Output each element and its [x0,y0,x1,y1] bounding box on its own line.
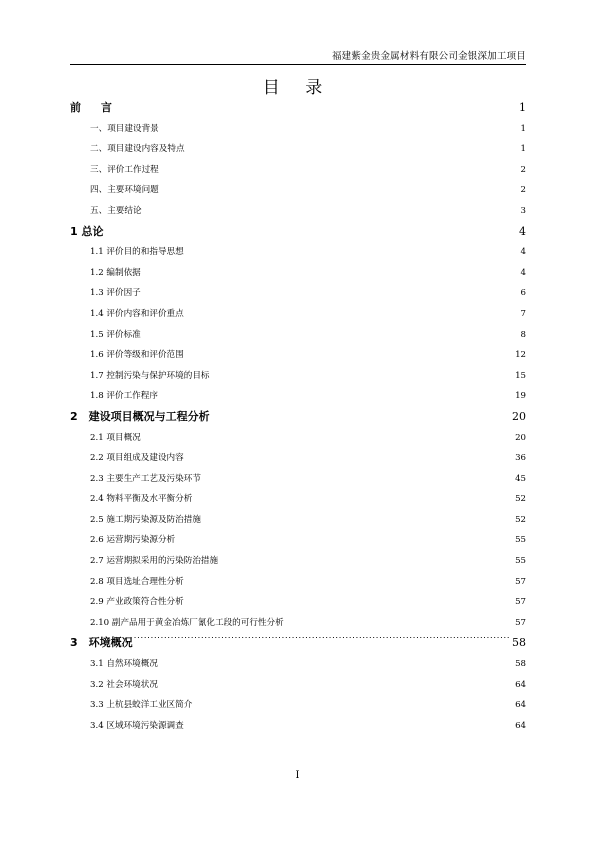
toc-dot-leader [142,433,514,440]
toc-section-entry[interactable] [70,469,526,490]
toc-entry-label: 1.6 评价等级和评价范围 [90,350,184,361]
toc-dot-leader [219,556,514,563]
toc-entry-label: 1.7 控制污染与保护环境的目标 [90,370,210,381]
toc-section-entry[interactable] [70,572,526,593]
toc-dot-leader [211,411,511,420]
toc-entry-page: 2 [520,164,526,175]
toc-dot-leader [193,494,514,501]
toc-section-entry[interactable] [70,530,526,551]
toc-entry-label: 1.3 评价因子 [90,288,141,299]
toc-entry-label: 2.5 施工期污染源及防治措施 [90,514,201,525]
toc-entry-label: 五、主要结论 [90,205,142,216]
toc-dot-leader [160,165,520,172]
toc-entry-page: 57 [515,617,526,628]
toc-entry-page: 64 [515,700,526,711]
toc-entry-page: 58 [515,659,526,670]
toc-dot-leader [186,144,520,151]
page-title: 目 录 [262,78,333,98]
toc-section-entry[interactable] [70,551,526,572]
toc-entry-page: 1 [520,144,526,155]
toc-entry-label: 2.10 副产品用于黄金冶炼厂氰化工段的可行性分析 [90,617,284,628]
toc-entry-label: 1.2 编制依据 [90,267,141,278]
toc-dot-leader [202,474,514,481]
toc-entry-page: 57 [515,576,526,587]
toc-dot-leader [160,124,520,131]
toc-entry-label: 3.4 区域环境污染源调查 [90,720,184,731]
toc-chapter-entry[interactable] [70,222,526,243]
toc-section-entry[interactable] [70,139,526,160]
toc-dot-leader [185,247,520,254]
toc-dot-leader [285,618,514,625]
toc-entry-page: 57 [515,597,526,608]
running-header [70,48,526,65]
toc-entry-page: 36 [515,453,526,464]
toc-dot-leader [202,515,514,522]
toc-section-entry[interactable] [70,242,526,263]
toc-section-entry[interactable] [70,654,526,675]
toc-dot-leader [193,700,514,707]
toc-entry-page: 15 [515,370,526,381]
toc-entry-label: 1 总论 [70,224,104,238]
toc-entry-page: 8 [520,329,526,340]
toc-entry-page: 20 [515,432,526,443]
toc-entry-label: 2.1 项目概况 [90,432,141,443]
toc-section-entry[interactable] [70,448,526,469]
toc-entry-page: 4 [519,224,526,238]
table-of-contents [70,98,526,736]
toc-chapter-entry[interactable] [70,633,526,654]
header-text: 福建紫金贵金属材料有限公司金银深加工项目 [331,51,526,62]
toc-section-entry[interactable] [70,201,526,222]
toc-dot-leader [143,206,520,213]
toc-entry-label: 2 建设项目概况与工程分析 [70,409,210,423]
toc-entry-label: 2.4 物料平衡及水平衡分析 [90,494,193,505]
toc-entry-page: 4 [520,267,526,278]
toc-section-entry[interactable] [70,304,526,325]
toc-entry-label: 1.5 评价标准 [90,329,141,340]
toc-dot-leader [142,268,520,275]
toc-entry-page: 6 [520,288,526,299]
toc-dot-leader [142,288,520,295]
toc-dot-leader [185,721,514,728]
toc-entry-page: 7 [520,308,526,319]
toc-entry-label: 2.2 项目组成及建设内容 [90,453,184,464]
toc-entry-page: 20 [512,409,526,423]
toc-section-entry[interactable] [70,119,526,140]
toc-entry-page: 64 [515,720,526,731]
toc-entry-page: 1 [520,123,526,134]
toc-dot-leader [160,185,520,192]
toc-dot-leader [176,535,514,542]
toc-dot-leader [185,309,520,316]
toc-dot-leader [185,453,514,460]
toc-entry-page: 4 [520,247,526,258]
toc-section-entry[interactable] [70,510,526,531]
toc-entry-label: 1.1 评价目的和指导思想 [90,247,184,258]
toc-entry-page: 12 [515,350,526,361]
toc-entry-label: 四、主要环境问题 [90,185,159,196]
toc-entry-label: 3 环境概况 [70,636,133,650]
toc-chapter-entry[interactable] [70,98,526,119]
toc-section-entry[interactable] [70,325,526,346]
toc-dot-leader [185,577,514,584]
toc-section-entry[interactable] [70,716,526,737]
toc-entry-label: 2.3 主要生产工艺及污染环节 [90,473,201,484]
toc-section-entry[interactable] [70,386,526,407]
toc-dot-leader [159,391,514,398]
toc-entry-label: 2.7 运营期拟采用的污染防治措施 [90,556,219,567]
toc-section-entry[interactable] [70,613,526,634]
toc-dot-leader [211,371,515,378]
toc-dot-leader [134,637,511,646]
toc-entry-label: 3.3 上杭县蛟洋工业区简介 [90,700,193,711]
toc-entry-label: 1.4 评价内容和评价重点 [90,308,184,319]
toc-section-entry[interactable] [70,180,526,201]
toc-section-entry[interactable] [70,160,526,181]
toc-entry-page: 58 [512,636,526,650]
toc-entry-page: 55 [515,535,526,546]
toc-section-entry[interactable] [70,366,526,387]
toc-entry-label: 三、评价工作过程 [90,164,159,175]
toc-dot-leader [185,597,514,604]
toc-entry-label: 3.1 自然环境概况 [90,659,158,670]
toc-entry-page: 52 [515,514,526,525]
toc-entry-label: 2.6 运营期污染源分析 [90,535,176,546]
toc-entry-page: 55 [515,556,526,567]
toc-entry-page: 1 [519,101,526,114]
toc-section-entry[interactable] [70,675,526,696]
toc-chapter-entry[interactable] [70,407,526,428]
toc-section-entry[interactable] [70,428,526,449]
toc-entry-page: 45 [515,473,526,484]
toc-entry-label: 二、项目建设内容及特点 [90,144,185,155]
toc-entry-page: 19 [515,391,526,402]
toc-entry-page: 3 [520,205,526,216]
toc-entry-label: 1.8 评价工作程序 [90,391,158,402]
toc-entry-page: 2 [520,185,526,196]
toc-section-entry[interactable] [70,592,526,613]
toc-entry-label: 2.8 项目选址合理性分析 [90,576,184,587]
toc-section-entry[interactable] [70,345,526,366]
toc-entry-label: 一、项目建设背景 [90,123,159,134]
toc-entry-page: 52 [515,494,526,505]
toc-entry-label: 前 言 [70,101,120,114]
toc-entry-label: 3.2 社会环境状况 [90,679,158,690]
toc-section-entry[interactable] [70,695,526,716]
page-number: I [295,770,300,781]
toc-dot-leader [104,226,518,235]
toc-section-entry[interactable] [70,489,526,510]
toc-dot-leader [185,350,514,357]
toc-dot-leader [159,659,514,666]
toc-section-entry[interactable] [70,283,526,304]
toc-section-entry[interactable] [70,263,526,284]
toc-entry-label: 2.9 产业政策符合性分析 [90,597,184,608]
toc-dot-leader [121,102,518,111]
toc-dot-leader [159,680,514,687]
toc-entry-page: 64 [515,679,526,690]
toc-dot-leader [142,330,520,337]
